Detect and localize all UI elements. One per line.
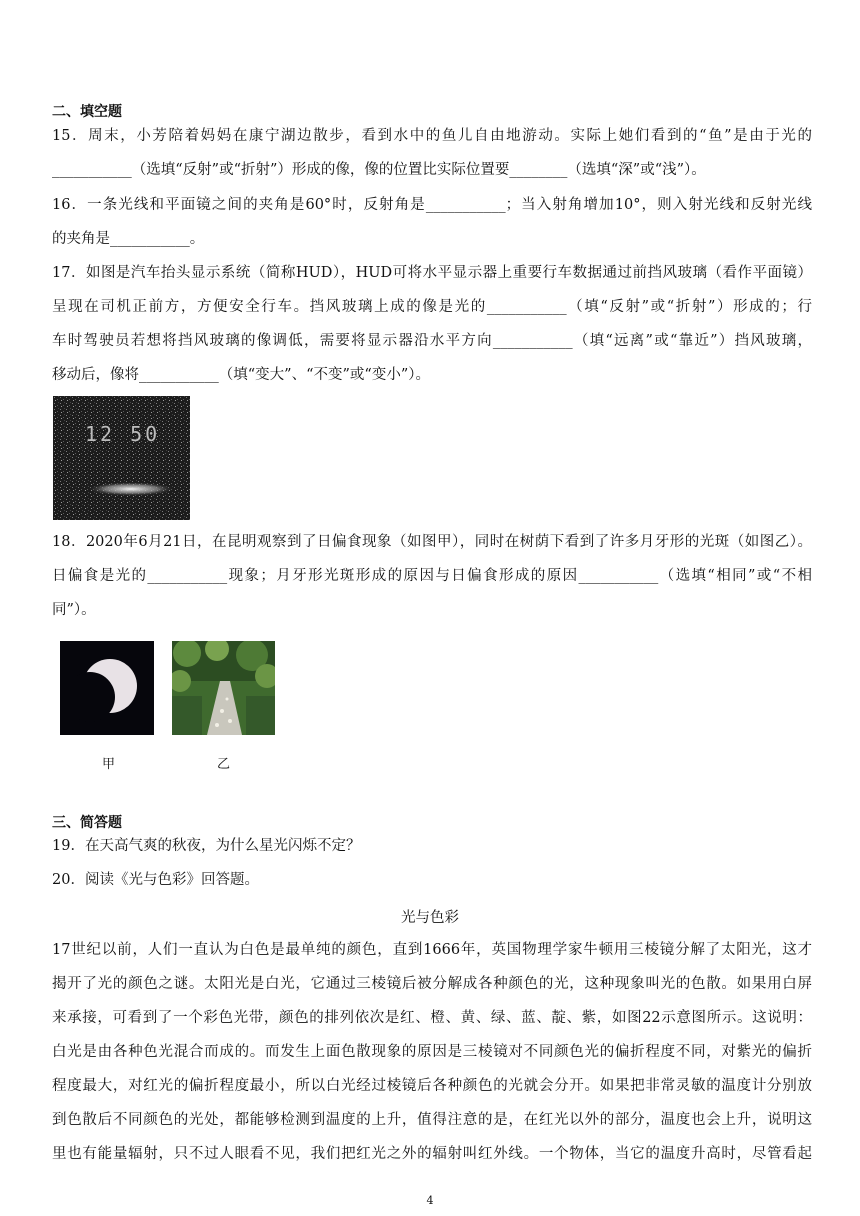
caption-jia: 甲 [102, 757, 116, 772]
q17-line-3: 车时驾驶员若想将挡风玻璃的像调低，需要将显示器沿水平方向___________（填“远离”或“靠近”）挡风玻璃， [52, 333, 812, 349]
article-line: 揭开了光的颜色之谜。太阳光是白光，它通过三棱镜后被分解成各种颜色的光，这种现象叫光的色散。如果用白屏 [52, 976, 812, 992]
tree-shade-drawing [172, 641, 275, 735]
tree-shade-photo [172, 641, 275, 735]
q15-line-1: 15．周末，小芳陪着妈妈在康宁湖边散步，看到水中的鱼儿自由地游动。实际上她们看到的“鱼”是由于光的 [52, 128, 812, 144]
q16-line-1: 16．一条光线和平面镜之间的夹角是60°时，反射角是___________；当入射角增加10°，则入射光线和反射光线 [52, 197, 812, 213]
q18-line-2: 日偏食是光的___________现象；月牙形光斑形成的原因与日偏食形成的原因___________（选填“相同”或“不相 [52, 568, 812, 584]
article-line: 白光是由各种色光混合而成的。而发生上面色散现象的原因是三棱镜对不同颜色光的偏折程度不同，对紫光的偏折 [52, 1044, 812, 1060]
q17-line-2: 呈现在司机正前方，方便安全行车。挡风玻璃上成的像是光的___________（填“反射”或“折射”）形成的；行 [52, 299, 812, 315]
page-number: 4 [426, 1194, 434, 1207]
q17-line-4: 移动后，像将___________（填“变大”、“不变”或“变小”）。 [52, 367, 430, 383]
q17-line-1: 17．如图是汽车抬头显示系统（简称HUD），HUD可将水平显示器上重要行车数据通过前挡风玻璃（看作平面镜） [52, 265, 812, 281]
article-line: 里也有能量辐射，只不过人眼看不见，我们把红光之外的辐射叫红外线。一个物体，当它的温度升高时，尽管看起 [52, 1146, 812, 1162]
article-line: 17世纪以前，人们一直认为白色是最单纯的颜色，直到1666年，英国物理学家牛顿用三棱镜分解了太阳光，这才 [52, 942, 812, 958]
eclipse-drawing [60, 641, 154, 735]
hud-photo [53, 396, 190, 520]
hud-reading: 12 50 [85, 422, 161, 446]
q19-text: 19．在天高气爽的秋夜，为什么星光闪烁不定？ [52, 838, 361, 854]
article-line: 来承接，可看到了一个彩色光带，颜色的排列依次是红、橙、黄、绿、蓝、靛、紫，如图22示意图所示。这说明： [52, 1010, 812, 1026]
article-line: 程度最大，对红光的偏折程度最小，所以白光经过棱镜后各种颜色的光就会分开。如果把非常灵敏的温度计分别放 [52, 1078, 812, 1094]
section-heading-short-answer: 三、简答题 [52, 815, 122, 831]
q15-line-2: ___________（选填“反射”或“折射”）形成的像，像的位置比实际位置要________（选填“深”或“浅”）。 [52, 162, 706, 178]
caption-yi: 乙 [217, 757, 231, 772]
q18-line-1: 18．2020年6月21日，在昆明观察到了日偏食现象（如图甲），同时在树荫下看到了许多月牙形的光斑（如图乙）。 [52, 534, 812, 550]
hud-photo-drawing [53, 396, 190, 520]
section-heading-fill-in: 二、填空题 [52, 104, 122, 120]
eclipse-photo [60, 641, 154, 735]
article-line: 到色散后不同颜色的光处，都能够检测到温度的上升，值得注意的是，在红光以外的部分，温度也会上升，说明这 [52, 1112, 812, 1128]
q20-text: 20．阅读《光与色彩》回答题。 [52, 872, 259, 888]
q18-line-3: 同”）。 [52, 602, 96, 618]
article-title: 光与色彩 [401, 910, 459, 926]
q16-line-2: 的夹角是___________。 [52, 231, 205, 247]
